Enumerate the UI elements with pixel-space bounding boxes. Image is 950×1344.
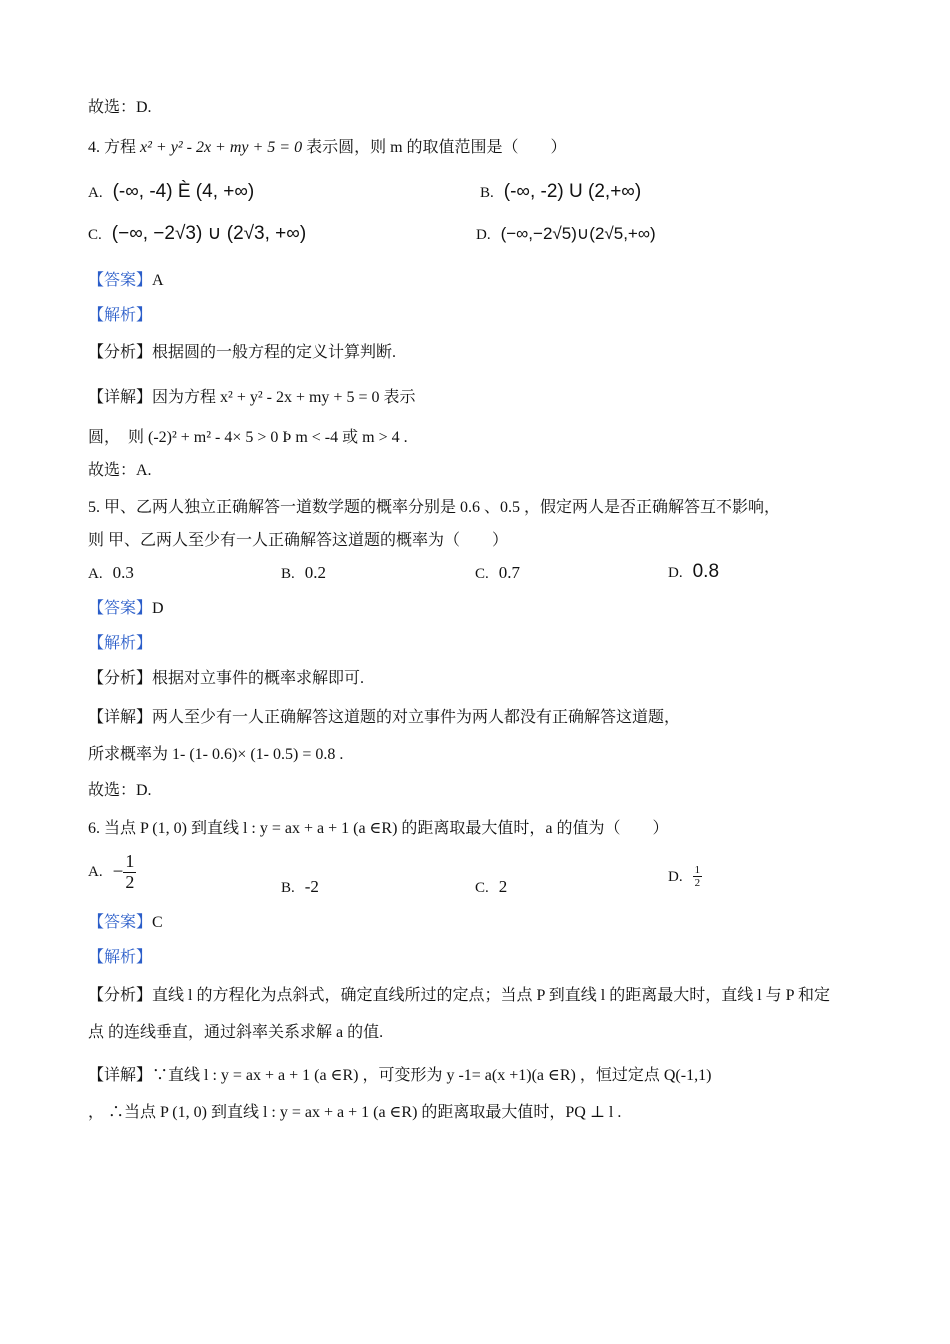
- q5-option-d[interactable]: [668, 561, 719, 584]
- answer-tag: 【答案】: [88, 600, 153, 617]
- q4-stem: [88, 137, 567, 159]
- option-fraction: [693, 864, 703, 889]
- option-label: C.: [475, 566, 489, 582]
- fenxi-tag: 【分析】: [88, 987, 153, 1004]
- q6-analysis-tag: 【解析】: [88, 949, 153, 966]
- q6-option-a[interactable]: [88, 852, 136, 893]
- option-text: (−∞,−2√5)∪(2√5,+∞): [500, 224, 656, 243]
- detail-tag: 【详解】: [88, 389, 153, 406]
- option-text: -2: [304, 877, 319, 896]
- option-label: A.: [88, 185, 103, 201]
- q6-option-c[interactable]: [475, 876, 507, 899]
- q5-stem-line1: 5. 甲、乙两人独立正确解答一道数学题的概率分别是 0.6 、0.5 ，假定两人是否正确解答互不影响，: [88, 499, 781, 516]
- q5-fenxi: [88, 668, 364, 690]
- answer-tag: 【答案】: [88, 272, 153, 289]
- q4-option-d[interactable]: [476, 223, 656, 246]
- option-label: C.: [88, 227, 102, 243]
- option-text: 0.3: [112, 563, 134, 582]
- option-label: D.: [668, 868, 683, 885]
- q4-equation: x² + y² - 2x + my + 5 = 0: [140, 139, 303, 156]
- fraction-denominator: 2: [125, 871, 135, 892]
- q5-option-c[interactable]: [475, 562, 520, 585]
- q4-option-a[interactable]: [88, 181, 254, 204]
- q4-option-b[interactable]: [480, 181, 641, 204]
- q3-conclusion: 故选：D.: [88, 99, 152, 116]
- option-text: (−∞, −2√3) ∪ (2√3, +∞): [111, 223, 307, 244]
- detail-text: 两人至少有一人正确解答这道题的对立事件为两人都没有正确解答这道题，: [152, 709, 681, 726]
- q6-stem: 6. 当点 P (1, 0) 到直线 l : y = ax + a + 1 (a ∈R) 的距离取最大值时，a 的值为（ ）: [88, 820, 669, 837]
- option-sign: −: [112, 861, 124, 883]
- detail-tag: 【详解】: [88, 709, 153, 726]
- q6-option-b[interactable]: [281, 876, 319, 899]
- q5-answer: [88, 598, 164, 620]
- option-label: B.: [480, 185, 494, 201]
- detail-tag: 【详解】: [88, 1067, 153, 1084]
- option-label: B.: [281, 880, 295, 896]
- q4-fenxi: [88, 342, 396, 364]
- fraction-numerator: 1: [125, 851, 135, 871]
- option-text: 0.2: [304, 563, 327, 582]
- option-label: C.: [475, 880, 489, 896]
- option-label: D.: [476, 227, 491, 243]
- q5-option-a[interactable]: [88, 562, 134, 585]
- detail-text: ∵直线 l : y = ax + a + 1 (a ∈R) ，可变形为 y -1= a(x +1)(a ∈R) ，恒过定点 Q(-1,1): [152, 1067, 712, 1084]
- q5-analysis-tag: 【解析】: [88, 635, 153, 652]
- q5-option-b[interactable]: [281, 562, 326, 585]
- fraction-numerator: 1: [694, 864, 701, 876]
- fenxi-text: 根据对立事件的概率求解即可.: [152, 670, 365, 687]
- option-label: B.: [281, 566, 295, 582]
- option-label: A.: [88, 864, 103, 881]
- option-label: D.: [668, 565, 683, 581]
- q5-stem-line2: 则 甲、乙两人至少有一人正确解答这道题的概率为（ ）: [88, 532, 509, 549]
- q4-stem-prefix: 4. 方程: [88, 139, 137, 156]
- fenxi-tag: 【分析】: [88, 344, 153, 361]
- q4-stem-suffix: 表示圆，则 m 的取值范围是（ ）: [306, 139, 567, 156]
- q4-detail: [88, 387, 415, 409]
- q4-option-c[interactable]: [88, 223, 306, 246]
- q5-detail-line2: 所求概率为 1- (1- 0.6)× (1- 0.5) = 0.8 .: [88, 746, 344, 763]
- option-fraction: [123, 852, 136, 893]
- q4-conclusion: 故选：A.: [88, 462, 152, 479]
- q4-analysis-tag: 【解析】: [88, 307, 153, 324]
- option-text: (-∞, -2) U (2,+∞): [503, 181, 642, 202]
- q6-answer: [88, 912, 163, 934]
- q6-fenxi: [88, 985, 830, 1007]
- detail-text: 因为方程 x² + y² - 2x + my + 5 = 0 表示: [152, 389, 416, 406]
- q5-conclusion: 故选：D.: [88, 782, 152, 799]
- fenxi-text: 直线 l 的方程化为点斜式，确定直线所过的定点；当点 P 到直线 l 的距离最大时，直线 l 与 P 和定: [152, 987, 830, 1004]
- q6-option-d[interactable]: [668, 864, 702, 889]
- q6-fenxi-line2: 点 的连线垂直，通过斜率关系求解 a 的值.: [88, 1024, 384, 1041]
- q4-answer: [88, 270, 164, 292]
- option-text: 2: [498, 877, 508, 896]
- fenxi-text: 根据圆的一般方程的定义计算判断.: [152, 344, 397, 361]
- option-text: 0.7: [498, 563, 521, 582]
- fenxi-tag: 【分析】: [88, 670, 153, 687]
- answer-tag: 【答案】: [88, 914, 153, 931]
- fraction-denominator: 2: [694, 877, 701, 890]
- q4-detail-line2: 圆， 则 (-2)² + m² - 4× 5 > 0 Þ m < -4 或 m > 4 .: [88, 429, 408, 446]
- answer-value: A: [152, 272, 164, 289]
- q6-detail-line2: ， ∴当点 P (1, 0) 到直线 l : y = ax + a + 1 (a ∈R) 的距离取最大值时，PQ ⊥ l .: [88, 1104, 622, 1121]
- q6-detail: [88, 1065, 711, 1087]
- option-text: 0.8: [692, 561, 720, 582]
- answer-value: C: [152, 914, 163, 931]
- answer-value: D: [152, 600, 164, 617]
- q5-detail: [88, 707, 680, 729]
- option-text: (-∞, -4) È (4, +∞): [112, 181, 255, 202]
- option-label: A.: [88, 566, 103, 582]
